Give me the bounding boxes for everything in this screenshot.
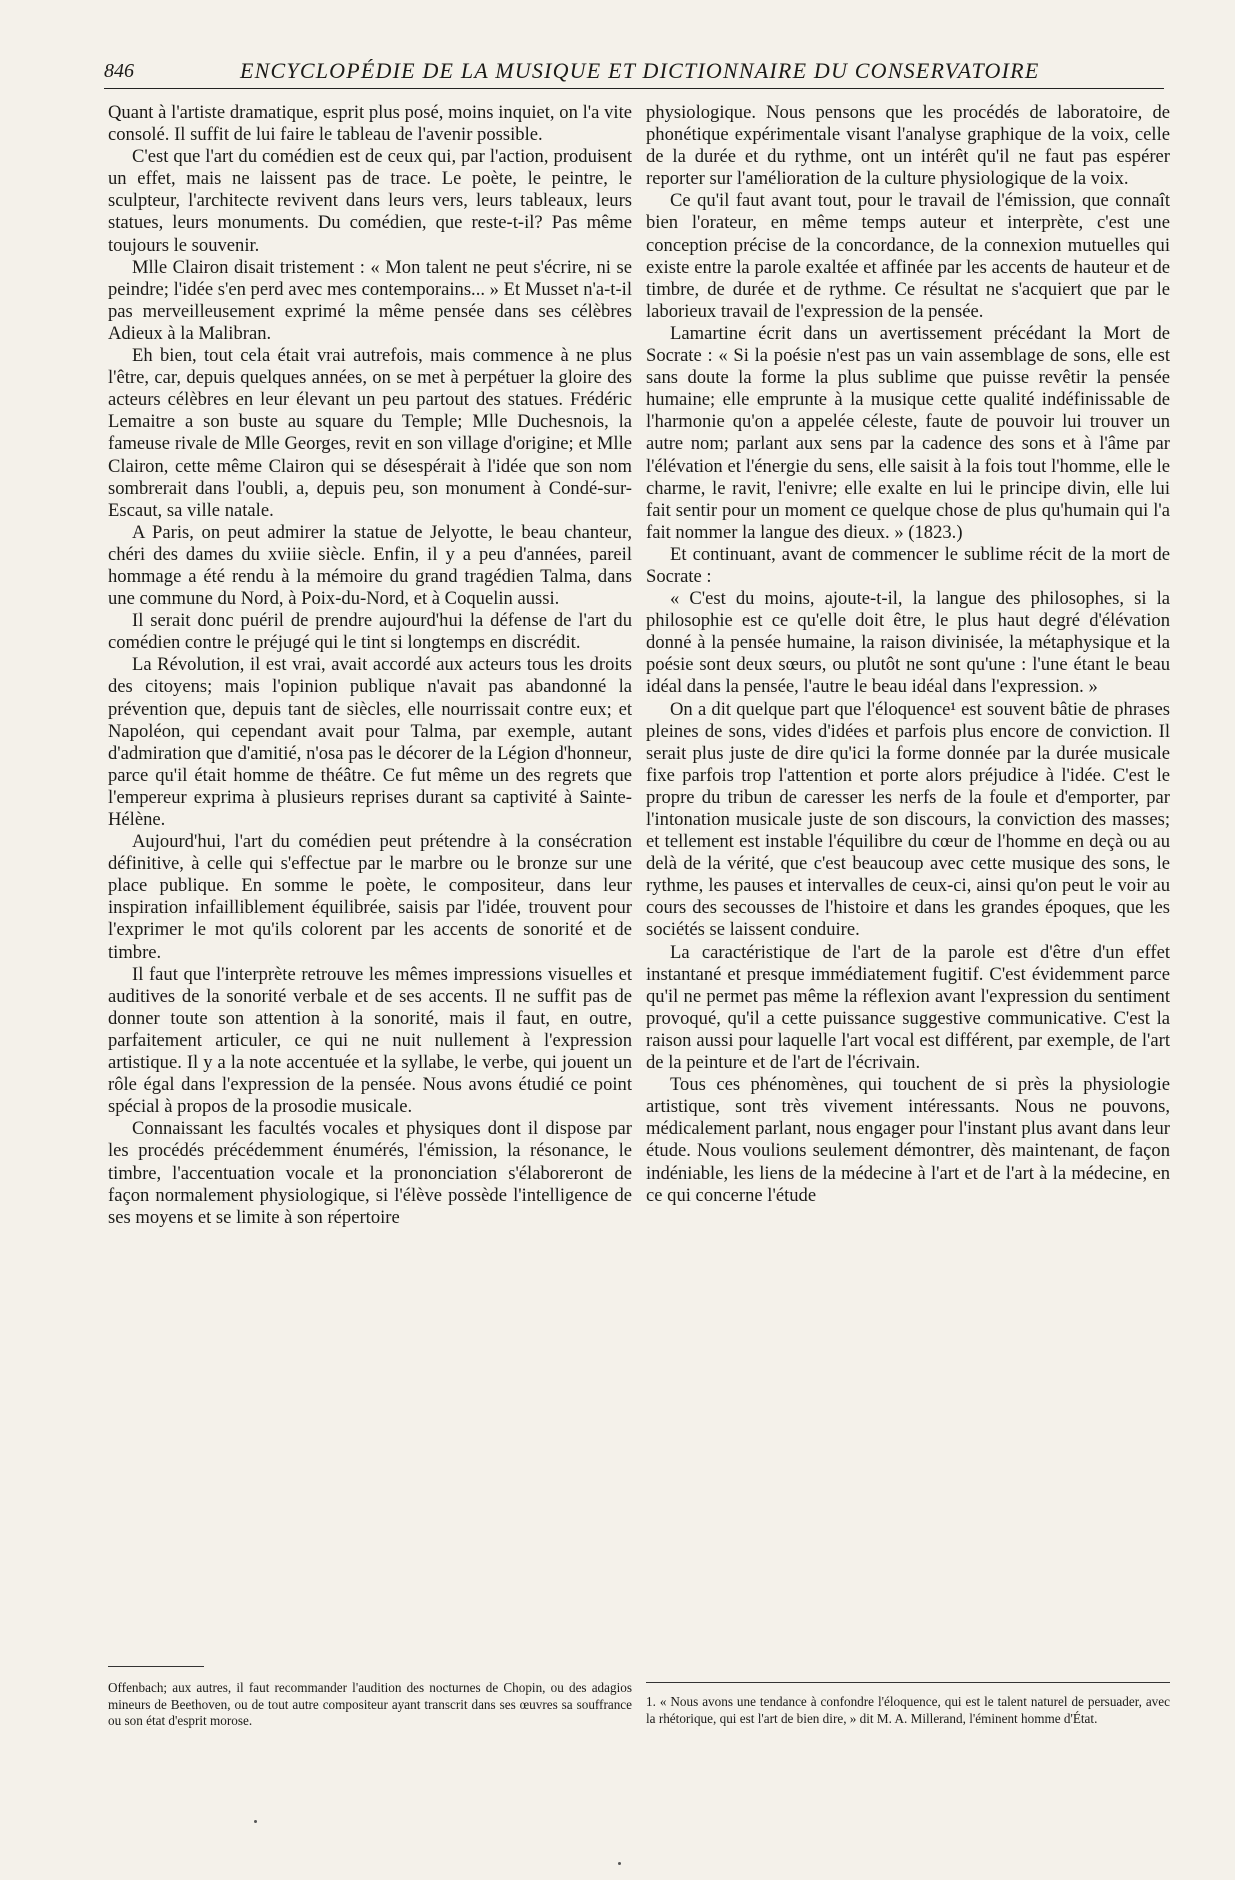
paragraph: Mlle Clairon disait tristement : « Mon talent ne peut s'écrire, ni se peindre; l'idée s'en perd avec mes contemporains... » Et Musset n'a-t-il pas merveilleusement exprimé la même pensée dans ses célèbres Adieux à la Malibran. — [108, 256, 632, 344]
paragraph: On a dit quelque part que l'éloquence¹ est souvent bâtie de phrases pleines de sons, vides d'idées et parfois plus encore de conviction. Il serait plus juste de dire qu'ici la forme donnée par la durée musicale fixe parfois trop l'attention et porte alors préjudice à l'idée. C'est le propre du tribun de caresser les nerfs de la foule et d'emporter, par l'intonation musicale juste de son discours, la conviction des masses; et tellement est instable l'équilibre du cœur de l'homme en deçà ou au delà de la vérité, que c'est beaucoup avec cette musique des sons, le rythme, les pauses et intervalles de ceux-ci, ainsi qu'on peut le voir au cours des secousses de l'histoire et dans les grandes époques, que les sociétés se laissent conduire. — [646, 698, 1170, 941]
paragraph: Ce qu'il faut avant tout, pour le travail de l'émission, que connaît bien l'orateur, en même temps auteur et interprète, c'est une conception précise de la concordance, de la connexion mutuelles qui existe entre la parole exaltée et affinée par les accents de hauteur et de timbre, de durée et de rythme. Ce résultat ne s'acquiert que par le laborieux travail de l'expression de la pensée. — [646, 190, 1170, 322]
print-speck — [618, 1862, 621, 1865]
running-title: ENCYCLOPÉDIE DE LA MUSIQUE ET DICTIONNAIRE DU CONSERVATOIRE — [240, 58, 1040, 83]
left-footnote: Offenbach; aux autres, il faut recommander l'audition des nocturnes de Chopin, ou des adagios mineurs de Beethoven, ou de tout autre compositeur ayant transcrit dans ses œuvres sa souffrance ou son état d'esprit morose. — [108, 1680, 632, 1729]
paragraph: C'est que l'art du comédien est de ceux qui, par l'action, produisent un effet, mais ne laissent pas de trace. Le poète, le peintre, le sculpteur, l'architecte revivent dans leurs vers, leurs tableaux, leurs statues, leurs monuments. Du comédien, que reste-t-il? Pas même toujours le souvenir. — [108, 146, 632, 256]
paragraph: Lamartine écrit dans un avertissement précédant la Mort de Socrate : « Si la poésie n'est pas un vain assemblage de sons, elle est sans doute la forme la plus sublime que puisse revêtir la pensée humaine; elle emprunte à la musique cette qualité indéfinissable de l'harmonie qu'on a appelée céleste, faute de pouvoir lui trouver un autre nom; parlant aux sens par la cadence des sons et à l'âme par l'élévation et l'énergie du sens, elle saisit à la fois tout l'homme, elle le charme, le ravit, l'enivre; elle exalte en lui le principe divin, elle lui fait sentir pour un moment ce quelque chose de plus qu'humain qui l'a fait nommer la langue des dieux. » (1823.) — [646, 322, 1170, 543]
paragraph: La caractéristique de l'art de la parole est d'être d'un effet instantané et presque immédiatement fugitif. C'est évidemment parce qu'il ne permet pas même la réflexion avant l'expression du sentiment provoqué, qu'il a cette puissance suggestive communicative. C'est la raison aussi pour laquelle l'art vocal est différent, par exemple, de l'art de la peinture et de l'art de l'écrivain. — [646, 941, 1170, 1074]
right-footnote: 1. « Nous avons une tendance à confondre l'éloquence, qui est le talent naturel de persuader, avec la rhétorique, qui est l'art de bien dire, » dit M. A. Millerand, l'éminent homme d'État. — [646, 1694, 1170, 1726]
paragraph: Il serait donc puéril de prendre aujourd'hui la défense de l'art du comédien contre le préjugé qui le tint si longtemps en discrédit. — [108, 610, 632, 654]
paragraph: Quant à l'artiste dramatique, esprit plus posé, moins inquiet, on l'a vite consolé. Il suffit de lui faire le tableau de l'avenir possible. — [108, 102, 632, 146]
right-column — [646, 102, 1170, 1207]
paragraph: « C'est du moins, ajoute-t-il, la langue des philosophes, si la philosophie est ce qu'elle doit être, le plus haut degré d'élévation donné à la pensée humaine, la raison divinisée, la métaphysique et la poésie sont deux sœurs, ou plutôt ne sont qu'une : l'une étant le beau idéal dans la pensée, l'autre le beau idéal dans l'expression. » — [646, 588, 1170, 698]
paragraph: La Révolution, il est vrai, avait accordé aux acteurs tous les droits des citoyens; mais l'opinion publique n'avait pas abandonné la prévention que, depuis tant de siècles, elle nourrissait contre eux; et Napoléon, qui cependant avait pour Talma, par exemple, autant d'admiration que d'amitié, n'osa pas le décorer de la Légion d'honneur, parce qu'il était homme de théâtre. Ce fut même un des regrets que l'empereur exprima à plusieurs reprises durant sa captivité à Sainte-Hélène. — [108, 654, 632, 830]
paragraph: Connaissant les facultés vocales et physiques dont il dispose par les procédés précédemment énumérés, l'émission, la résonance, le timbre, l'accentuation vocale et la prononciation s'élaboreront de façon normalement physiologique, si l'élève possède l'intelligence de ses moyens et se limite à son répertoire — [108, 1118, 632, 1228]
paragraph: A Paris, on peut admirer la statue de Jelyotte, le beau chanteur, chéri des dames du xviiie siècle. Enfin, il y a peu d'années, pareil hommage a été rendu à la mémoire du grand tragédien Talma, dans une commune du Nord, à Poix-du-Nord, et à Coquelin aussi. — [108, 521, 632, 610]
paragraph: Tous ces phénomènes, qui touchent de si près la physiologie artistique, sont très vivement intéressants. Nous ne pouvons, médicalement parlant, nous engager pour l'instant plus avant dans leur étude. Nous voulions seulement démontrer, dès maintenant, de façon indéniable, les liens de la médecine à l'art et de l'art à la médecine, en ce qui concerne l'étude — [646, 1074, 1170, 1206]
paragraph: Aujourd'hui, l'art du comédien peut prétendre à la consécration définitive, à celle qui s'effectue par le marbre ou le bronze sur une place publique. En somme le poète, le compositeur, dans leur inspiration infailliblement équilibrée, saisis par l'idée, trouvent pour l'exprimer le mot qu'ils colorent par les accents de sonorité et de timbre. — [108, 831, 632, 963]
paragraph: Eh bien, tout cela était vrai autrefois, mais commence à ne plus l'être, car, depuis quelques années, on se met à perpétuer la gloire des acteurs célèbres en leur élevant un peu partout des statues. Frédéric Lemaitre a son buste au square du Temple; Mlle Duchesnois, la fameuse rivale de Mlle Georges, revit en son village d'origine; et Mlle Clairon, cette même Clairon qui se désespérait à l'idée que son nom sombrerait dans l'oubli, a, depuis peu, son monument à Condé-sur-Escaut, sa ville natale. — [108, 345, 632, 521]
paragraph: Il faut que l'interprète retrouve les mêmes impressions visuelles et auditives de la sonorité verbale et de ses accents. Il ne suffit pas de donner toute son attention à la sonorité, mais il faut, en outre, parfaitement articuler, ce qui ne nuit nullement à l'expression artistique. Il y a la note accentuée et la syllabe, le verbe, qui jouent un rôle égal dans l'expression de la pensée. Nous avons étudié ce point spécial à propos de la prosodie musicale. — [108, 963, 632, 1118]
print-speck — [254, 1820, 257, 1823]
paragraph: Et continuant, avant de commencer le sublime récit de la mort de Socrate : — [646, 543, 1170, 587]
page-number: 846 — [104, 60, 134, 82]
left-column — [108, 102, 632, 1229]
footnote-rule — [646, 1682, 1170, 1683]
footnote-rule — [108, 1666, 204, 1667]
page-header — [104, 58, 1164, 89]
paragraph: physiologique. Nous pensons que les procédés de laboratoire, de phonétique expérimentale visant l'analyse graphique de la voix, celle de la durée et du rythme, ont un intérêt qu'il ne faut pas espérer reporter sur l'amélioration de la culture physiologique de la voix. — [646, 102, 1170, 190]
